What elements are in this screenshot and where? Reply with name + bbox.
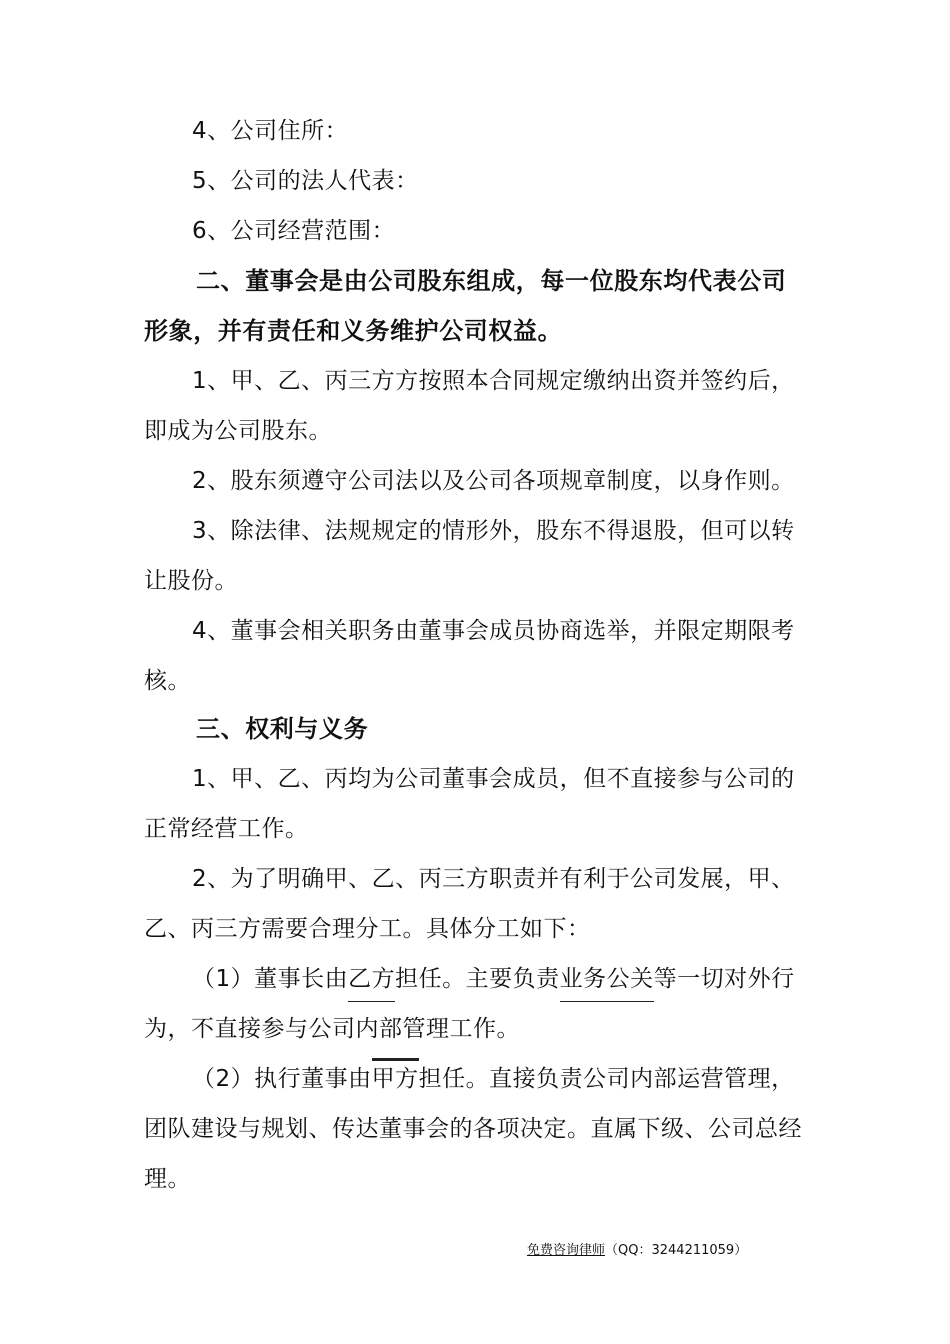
paragraph-line: 3、除法律、法规规定的情形外，股东不得退股，但可以转	[192, 518, 795, 544]
paragraph-line-chairman	[192, 964, 862, 994]
text-segment: （1）董事长由	[192, 966, 349, 992]
qq-contact-text: （QQ：3244211059）	[605, 1243, 748, 1258]
paragraph-line-executive	[192, 1064, 862, 1094]
paragraph-line: 核。	[144, 668, 191, 694]
paragraph-line: 1、甲、乙、丙均为公司董事会成员，但不直接参与公司的	[192, 766, 795, 792]
paragraph-line: 乙、丙三方需要合理分工。具体分工如下：	[144, 916, 591, 942]
paragraph-line: 4、公司住所：	[192, 118, 349, 144]
paragraph-line: 6、公司经营范围：	[192, 218, 396, 244]
paragraph-line: 5、公司的法人代表：	[192, 168, 419, 194]
paragraph-line: 为，不直接参与公司内部管理工作。	[144, 1016, 520, 1042]
paragraph-line: 1、甲、乙、丙三方方按照本合同规定缴纳出资并签约后，	[192, 368, 795, 394]
paragraph-line: 理。	[144, 1166, 191, 1192]
underlined-party-b: 乙方	[348, 966, 396, 992]
paragraph-line: 正常经营工作。	[144, 816, 309, 842]
paragraph-line: 团队建设与规划、传达董事会的各项决定。直属下级、公司总经	[144, 1116, 802, 1142]
paragraph-line: 让股份。	[144, 568, 238, 594]
section-heading-continued: 形象，并有责任和义务维护公司权益。	[144, 317, 563, 345]
text-segment: 担任。主要负责	[395, 966, 560, 992]
paragraph-line: 4、董事会相关职务由董事会成员协商选举，并限定期限考	[192, 618, 795, 644]
paragraph-line: 2、股东须遵守公司法以及公司各项规章制度，以身作则。	[192, 468, 795, 494]
underlined-public-relations: 业务公关	[559, 966, 654, 992]
text-segment: （2）执行董事由	[192, 1066, 372, 1092]
section-heading: 三、权利与义务	[196, 715, 369, 743]
footer-contact	[527, 1242, 747, 1260]
text-segment: 担任。直接负责公司内部运营管理，	[418, 1066, 795, 1092]
overlined-party-a: 甲方	[371, 1066, 419, 1092]
text-segment: 等一切对外行	[653, 966, 795, 992]
section-heading: 二、董事会是由公司股东组成，每一位股东均代表公司	[196, 267, 787, 295]
paragraph-line: 2、为了明确甲、乙、丙三方职责并有利于公司发展，甲、	[192, 866, 795, 892]
free-lawyer-consult-link[interactable]: 免费咨询律师	[527, 1243, 606, 1258]
paragraph-line: 即成为公司股东。	[144, 418, 332, 444]
